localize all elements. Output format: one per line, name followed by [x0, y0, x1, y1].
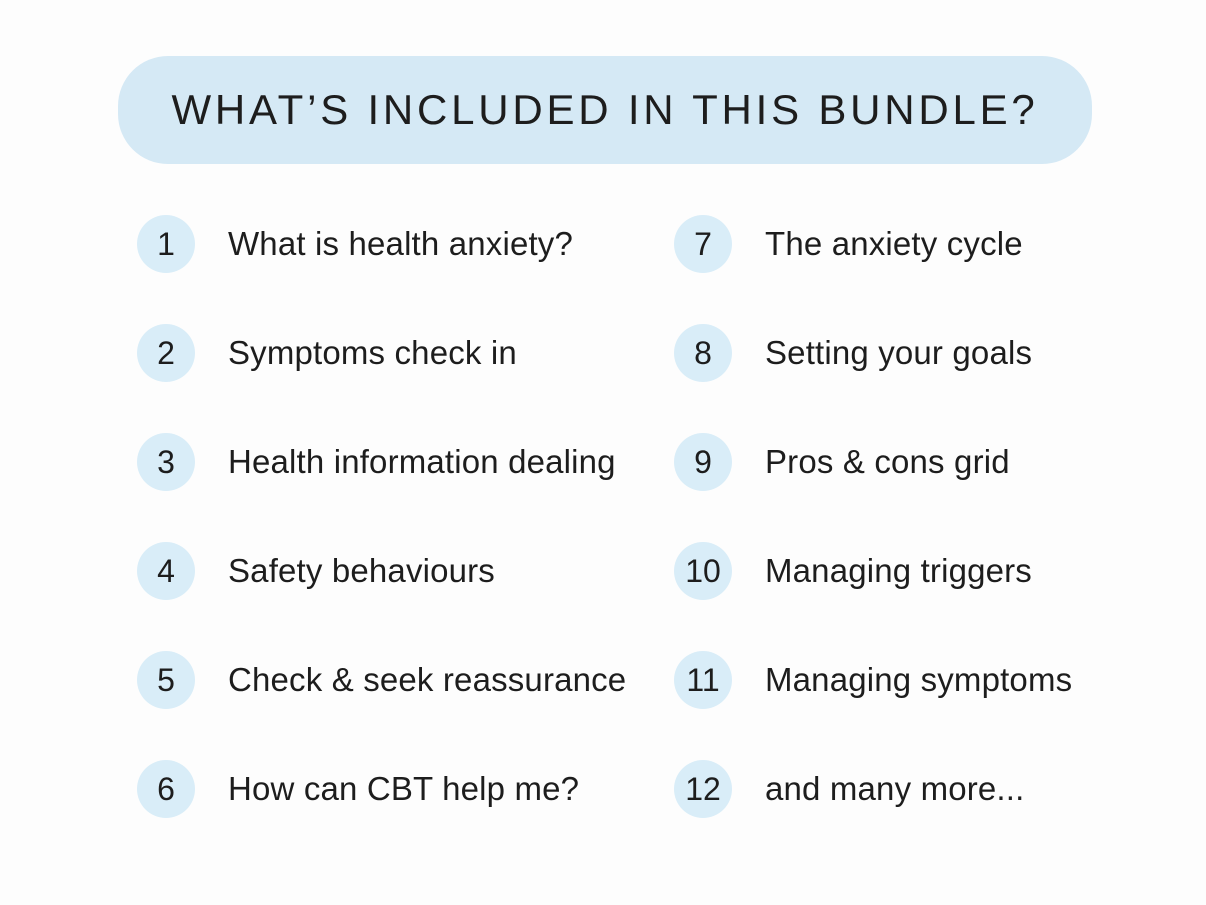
- item-label: What is health anxiety?: [228, 225, 573, 262]
- item-number-badge: 4: [137, 542, 195, 600]
- item-number-badge: 2: [137, 324, 195, 382]
- item-number-badge: 8: [674, 324, 732, 382]
- item-label: Symptoms check in: [228, 334, 517, 371]
- item-number-badge: 7: [674, 215, 732, 273]
- list-item: [137, 760, 626, 818]
- list-item: [137, 215, 626, 273]
- title-banner: [118, 56, 1092, 164]
- item-label: Check & seek reassurance: [228, 661, 627, 698]
- item-number-badge: 9: [674, 433, 732, 491]
- item-number-badge: 1: [137, 215, 195, 273]
- item-label: and many more...: [765, 770, 1025, 807]
- item-label: Managing triggers: [765, 552, 1032, 589]
- item-label: Setting your goals: [765, 334, 1033, 371]
- list-item: [674, 651, 1072, 709]
- item-label: The anxiety cycle: [765, 225, 1023, 262]
- item-label: Pros & cons grid: [765, 443, 1010, 480]
- list-column-left: [137, 215, 626, 869]
- list-item: [137, 651, 626, 709]
- item-label: Managing symptoms: [765, 661, 1073, 698]
- list-item: [674, 542, 1072, 600]
- list-item: [137, 542, 626, 600]
- item-label: Safety behaviours: [228, 552, 495, 589]
- page-title: WHAT’S INCLUDED IN THIS BUNDLE?: [171, 86, 1039, 133]
- list-item: [674, 324, 1072, 382]
- item-number-badge: 5: [137, 651, 195, 709]
- item-number-badge: 10: [674, 542, 732, 600]
- item-number-badge: 3: [137, 433, 195, 491]
- list-item: [137, 433, 626, 491]
- item-label: How can CBT help me?: [228, 770, 580, 807]
- list-item: [674, 215, 1072, 273]
- item-number-badge: 12: [674, 760, 732, 818]
- item-number-badge: 11: [674, 651, 732, 709]
- list-item: [674, 760, 1072, 818]
- item-label: Health information dealing: [228, 443, 616, 480]
- list-item: [137, 324, 626, 382]
- list-item: [674, 433, 1072, 491]
- list-column-right: [674, 215, 1072, 869]
- item-number-badge: 6: [137, 760, 195, 818]
